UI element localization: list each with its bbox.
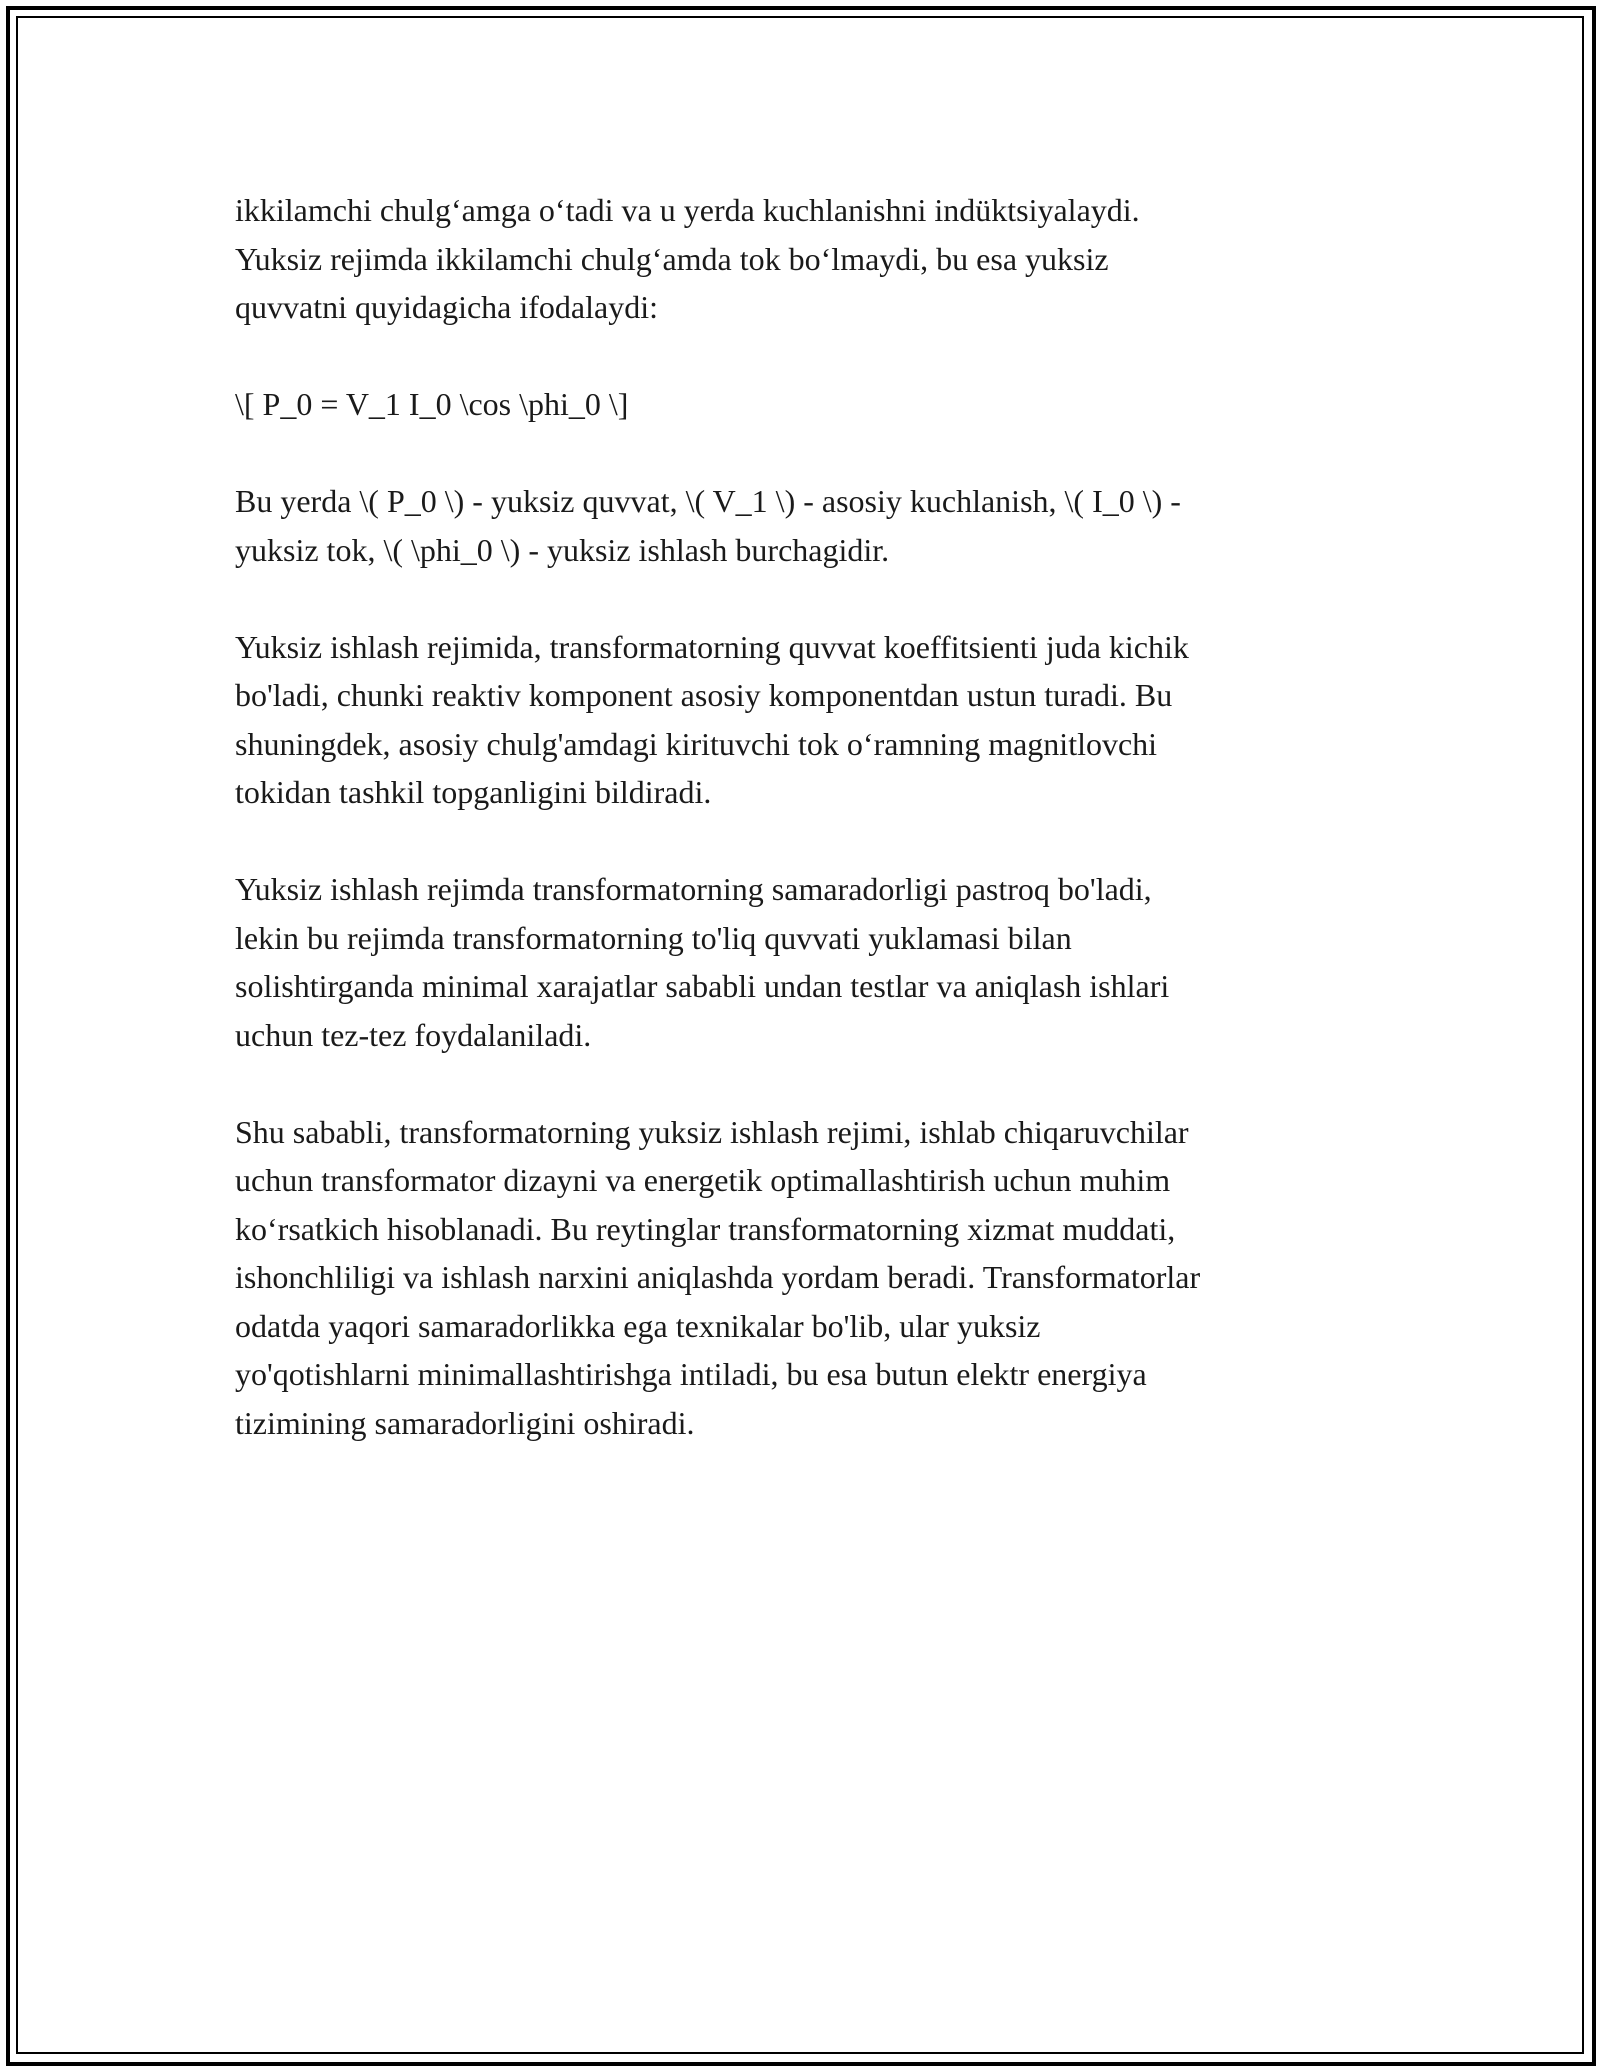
paragraph-intro: ikkilamchi chulg‘amga o‘tadi va u yerda kuchlanishni indüktsiyalaydi. Yuksiz rejimda ikkilamchi chulg‘amda tok bo‘lmaydi, bu esa yuksiz quvvatni quyidagicha ifodalaydi: <box>235 192 1140 325</box>
paragraph-variables: Bu yerda \( P_0 \) - yuksiz quvvat, \( V_1 \) - asosiy kuchlanish, \( I_0 \) - yuksiz tok, \( \phi_0 \) - yuksiz ishlash burchagidir. <box>235 483 1181 568</box>
document-body <box>235 186 1365 1496</box>
paragraph-efficiency: Yuksiz ishlash rejimda transformatorning samaradorligi pastroq bo'ladi, lekin bu rejimda transformatorning to'liq quvvati yuklamasi bilan solishtirganda minimal xarajatlar sababli undan testlar va aniqlash ishlari uchun tez-tez foydalaniladi. <box>235 871 1170 1053</box>
formula-line: \[ P_0 = V_1 I_0 \cos \phi_0 \] <box>235 386 629 422</box>
paragraph-conclusion: Shu sababli, transformatorning yuksiz ishlash rejimi, ishlab chiqaruvchilar uchun transformator dizayni va energetik optimallashtirish uchun muhim ko‘rsatkich hisoblanadi. Bu reytinglar transformatorning xizmat muddati, ishonchliligi va ishlash narxini aniqlashda yordam beradi. Transformatorlar odatda yaqori samaradorlikka ega texnikalar bo'lib, ular yuksiz yo'qotishlarni minimallashtirishga intiladi, bu esa butun elektr energiya tizimining samaradorligini oshiradi. <box>235 1113 1201 1441</box>
paragraph-power-factor: Yuksiz ishlash rejimida, transformatorning quvvat koeffitsienti juda kichik bo'ladi, chunki reaktiv komponent asosiy komponentdan ustun turadi. Bu shuningdek, asosiy chulg'amdagi kirituvchi tok o‘ramning magnitlovchi tokidan tashkil topganligini bildiradi. <box>235 628 1189 810</box>
